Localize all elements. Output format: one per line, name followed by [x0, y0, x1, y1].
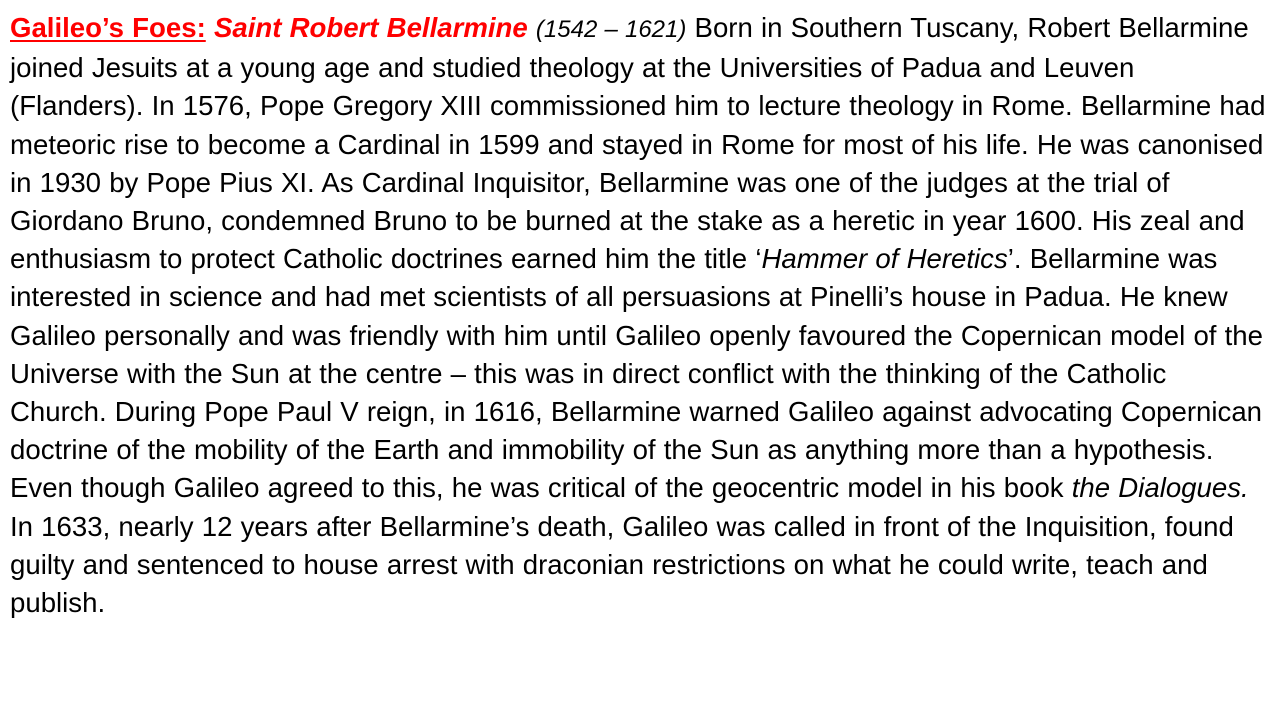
- body-text-part-5: In 1633, nearly 12 years after Bellarmine’s death, Galileo was called in front of the Inquisition, found guilty and sentenced to house arrest with draconian restrictions on what he could write, teach and publish.: [10, 510, 1234, 619]
- slide-title-prefix: Galileo’s Foes:: [10, 12, 206, 43]
- body-text-part-3: ’. Bellarmine was interested in science and had met scientists of all persuasions at Pinelli’s house in Padua. He knew Galileo personally and was friendly with him until Galileo openly favoured the Copernican model of the Universe with the Sun at the centre – this was in direct conflict with the thinking of the Catholic Church. During Pope Paul V reign, in 1616, Bellarmine warned Galileo against advocating Copernican doctrine of the mobility of the Earth and immobility of the Sun as anything more than a hypothesis. Even though Galileo agreed to this, he was critical of the geocentric model in his book: [10, 243, 1263, 504]
- body-paragraph: [10, 9, 1268, 622]
- body-text-italic-title: Hammer of Heretics: [761, 243, 1008, 275]
- slide-title-name: Saint Robert Bellarmine: [213, 12, 528, 43]
- body-text-italic-book: the Dialogues.: [1071, 472, 1249, 504]
- lifespan-dates: (1542 – 1621): [535, 16, 687, 43]
- body-text-part-1: Born in Southern Tuscany, Robert Bellarmine joined Jesuits at a young age and studied theology at the Universities of Padua and Leuven (Flanders). In 1576, Pope Gregory XIII commissioned him to lecture theology in Rome. Bellarmine had meteoric rise to become a Cardinal in 1599 and stayed in Rome for most of his life. He was canonised in 1930 by Pope Pius XI. As Cardinal Inquisitor, Bellarmine was one of the judges at the trial of Giordano Bruno, condemned Bruno to be burned at the stake as a heretic in year 1600. His zeal and enthusiasm to protect Catholic doctrines earned him the title ‘: [10, 12, 1266, 275]
